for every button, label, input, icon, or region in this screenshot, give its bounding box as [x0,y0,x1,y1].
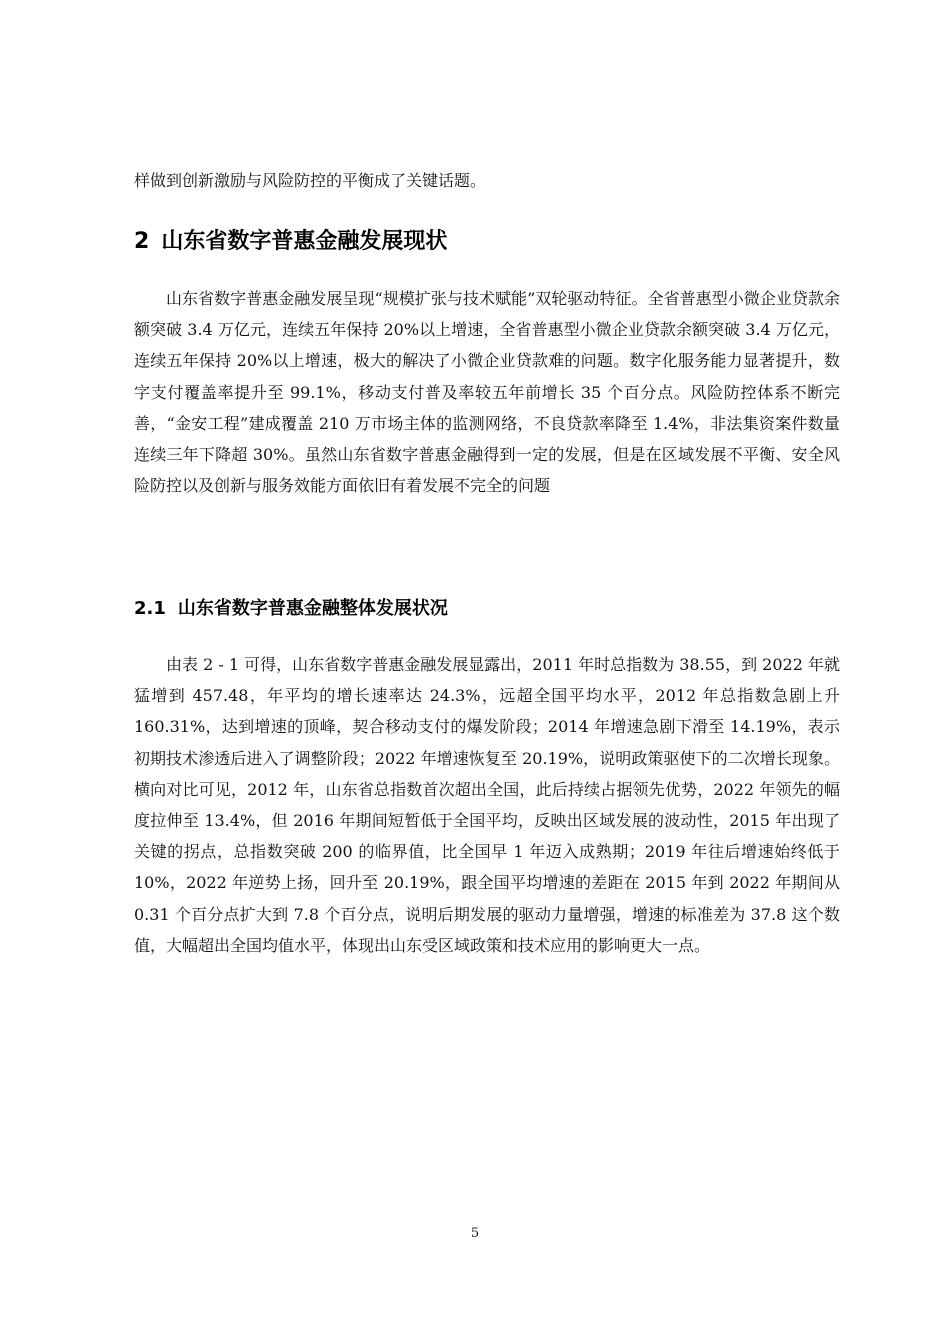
subsection-title: 山东省数字普惠金融整体发展状况 [177,598,448,619]
section-number: 2 [134,229,150,254]
section-paragraph: 山东省数字普惠金融发展呈现“规模扩张与技术赋能”双轮驱动特征。全省普惠型小微企业贷款余额突破 3.4 万亿元，连续五年保持 20%以上增速，全省普惠型小微企业贷款余额突破 3.4 万亿元，连续五年保持 20%以上增速，极大的解决了小微企业贷款难的问题。数字化服务能力显著提升，数字支付覆盖率提升至 99.1%，移动支付普及率较五年前增长 35 个百分点。风险防控体系不断完善，“金安工程”建成覆盖 210 万市场主体的监测网络，不良贷款率降至 1.4%，非法集资案件数量连续三年下降超 30%。虽然山东省数字普惠金融得到一定的发展，但是在区域发展不平衡、安全风险防控以及创新与服务效能方面依旧有着发展不完全的问题 [134,289,840,496]
subsection-heading [134,595,448,623]
section-heading [134,226,447,258]
page-number: 5 [470,1226,480,1241]
subsection-number: 2.1 [134,598,166,619]
subsection-paragraph: 由表 2 - 1 可得，山东省数字普惠金融发展显露出，2011 年时总指数为 38.55，到 2022 年就猛增到 457.48，年平均的增长速率达 24.3%，远超全国平均水平，2012 年总指数急剧上升 160.31%，达到增速的顶峰，契合移动支付的爆发阶段；2014 年增速急剧下滑至 14.19%，表示初期技术渗透后进入了调整阶段；2022 年增速恢复至 20.19%，说明政策驱使下的二次增长现象。横向对比可见，2012 年，山东省总指数首次超出全国，此后持续占据领先优势，2022 年领先的幅度拉伸至 13.4%，但 2016 年期间短暂低于全国平均，反映出区域发展的波动性，2015 年出现了关键的拐点，总指数突破 200 的临界值，比全国早 1 年迈入成熟期；2019 年往后增速始终低于 10%，2022 年逆势上扬，回升至 20.19%，跟全国平均增速的差距在 2015 年到 2022 年期间从 0.31 个百分点扩大到 7.8 个百分点，说明后期发展的驱动力量增强，增速的标准差为 37.8 这个数值，大幅超出全国均值水平，体现出山东受区域政策和技术应用的影响更大一点。 [134,655,840,955]
section-title: 山东省数字普惠金融发展现状 [161,229,448,254]
intro-tail-paragraph: 样做到创新激励与风险防控的平衡成了关键话题。 [134,171,487,190]
